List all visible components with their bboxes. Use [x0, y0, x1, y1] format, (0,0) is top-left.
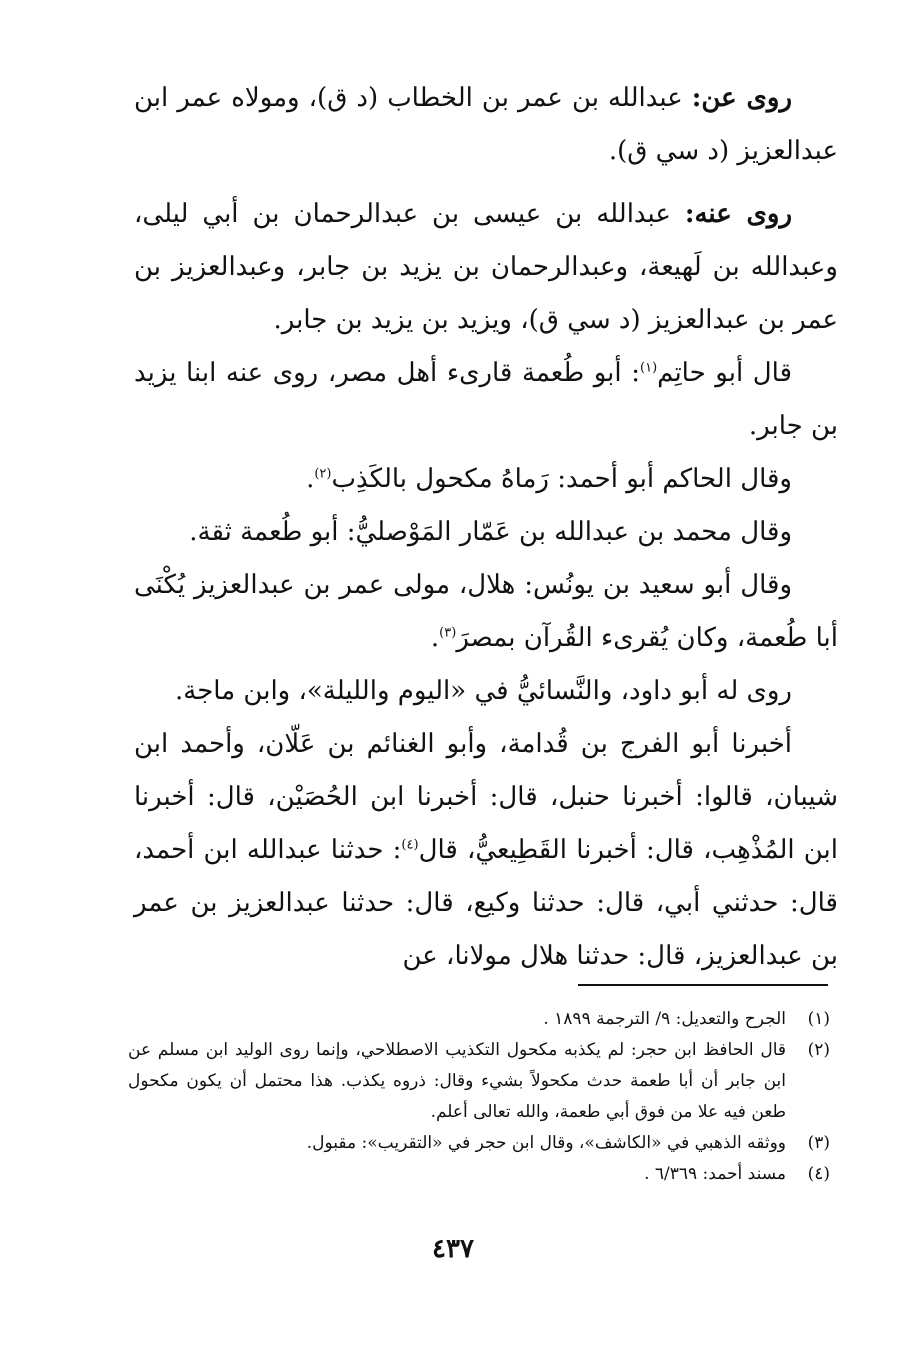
footnote-text: ووثقه الذهبي في «الكاشف»، وقال ابن حجر في «التقريب»: مقبول. — [306, 1133, 786, 1153]
footnote-marker: (١) — [640, 360, 658, 376]
paragraph-abu-hatim — [134, 347, 838, 453]
footnote — [128, 1004, 830, 1035]
paragraph-text: عبدالله بن عمر بن الخطاب (د ق)، ومولاه عمر ابن عبدالعزيز (د سي ق). — [134, 83, 838, 166]
paragraph-text: . — [430, 623, 440, 653]
paragraph-narrators — [134, 665, 838, 718]
footnote-number: (١) — [807, 1009, 830, 1029]
paragraph-text: أخبرنا أبو الفرج بن قُدامة، وأبو الغنائم بن عَلّان، وأحمد ابن شيبان، قالوا: أخبرنا حنبل، قال: أخبرنا ابن الحُصَيْن، قال: أخبرنا ابن المُذْهِب، قال: أخبرنا القَطِيعيُّ، قال — [134, 729, 839, 865]
paragraph-text: . — [306, 464, 315, 494]
paragraph-narrated-by — [134, 188, 838, 347]
footnote-number: (٤) — [807, 1164, 830, 1184]
page-number: ٤٣٧ — [432, 1234, 474, 1264]
paragraph-lead: روى عنه: — [684, 199, 792, 229]
footnote-divider — [578, 984, 828, 986]
paragraph-text: عبدالله بن عيسى بن عبدالرحمان بن أبي ليلى، وعبدالله بن لَهيعة، وعبدالرحمان بن يزيد بن جابر، وعبدالعزيز بن عمر بن عبدالعزيز (د سي ق)، ويزيد بن يزيد بن جابر. — [134, 199, 838, 335]
paragraph-isnad — [134, 718, 838, 983]
paragraph-lead: روى عن: — [691, 83, 793, 113]
footnote-number: (٢) — [807, 1040, 830, 1060]
footnote-marker: (٢) — [314, 466, 332, 482]
paragraph-al-hakim — [134, 453, 838, 506]
paragraph-ibn-ammar — [134, 506, 838, 559]
paragraph-text: : حدثنا عبدالله ابن أحمد، قال: حدثني أبي، قال: حدثنا وكيع، قال: حدثنا عبدالعزيز بن عمر بن عبدالعزيز، قال: حدثنا هلال مولانا، عن — [134, 835, 838, 971]
paragraph-narrated-from — [134, 72, 838, 178]
footnote-text: قال الحافظ ابن حجر: لم يكذبه مكحول التكذيب الاصطلاحي، وإنما روى الوليد ابن مسلم عن ابن جابر أن أبا طعمة حدث مكحولاً بشيء وقال: ذروه يكذب. هذا محتمل أن يكون مكحول طعن فيه علا من فوق أبي طعمة، والله تعالى أعلم. — [128, 1040, 786, 1122]
footnote-text: الجرح والتعديل: ٩/ الترجمة ١٨٩٩ . — [543, 1009, 786, 1029]
footnote-marker: (٤) — [401, 837, 419, 853]
paragraph-text: وقال الحاكم أبو أحمد: رَماهُ مكحول بالكَذِب — [331, 464, 792, 494]
footnote — [128, 1128, 830, 1159]
footnote-text: مسند أحمد: ٦/٣٦٩ . — [644, 1164, 786, 1184]
footnote — [128, 1035, 830, 1128]
paragraph-text: قال أبو حاتِم — [657, 358, 792, 388]
paragraph-text: روى له أبو داود، والنَّسائيُّ في «اليوم والليلة»، وابن ماجة. — [175, 676, 792, 706]
main-text — [134, 72, 838, 983]
paragraph-text: وقال أبو سعيد بن يونُس: هلال، مولى عمر بن عبدالعزيز يُكْنَى أبا طُعمة، وكان يُقرىء القُرآن بمصرَ — [134, 570, 838, 653]
paragraph-ibn-yunus — [134, 559, 838, 665]
paragraph-text: : أبو طُعمة قارىء أهل مصر، روى عنه ابنا يزيد بن جابر. — [134, 358, 838, 441]
footnote — [128, 1159, 830, 1190]
footnote-number: (٣) — [807, 1133, 830, 1153]
paragraph-text: وقال محمد بن عبدالله بن عَمّار المَوْصليُّ: أبو طُعمة ثقة. — [189, 517, 792, 547]
footnotes — [128, 1004, 830, 1190]
footnote-marker: (٣) — [439, 625, 457, 641]
